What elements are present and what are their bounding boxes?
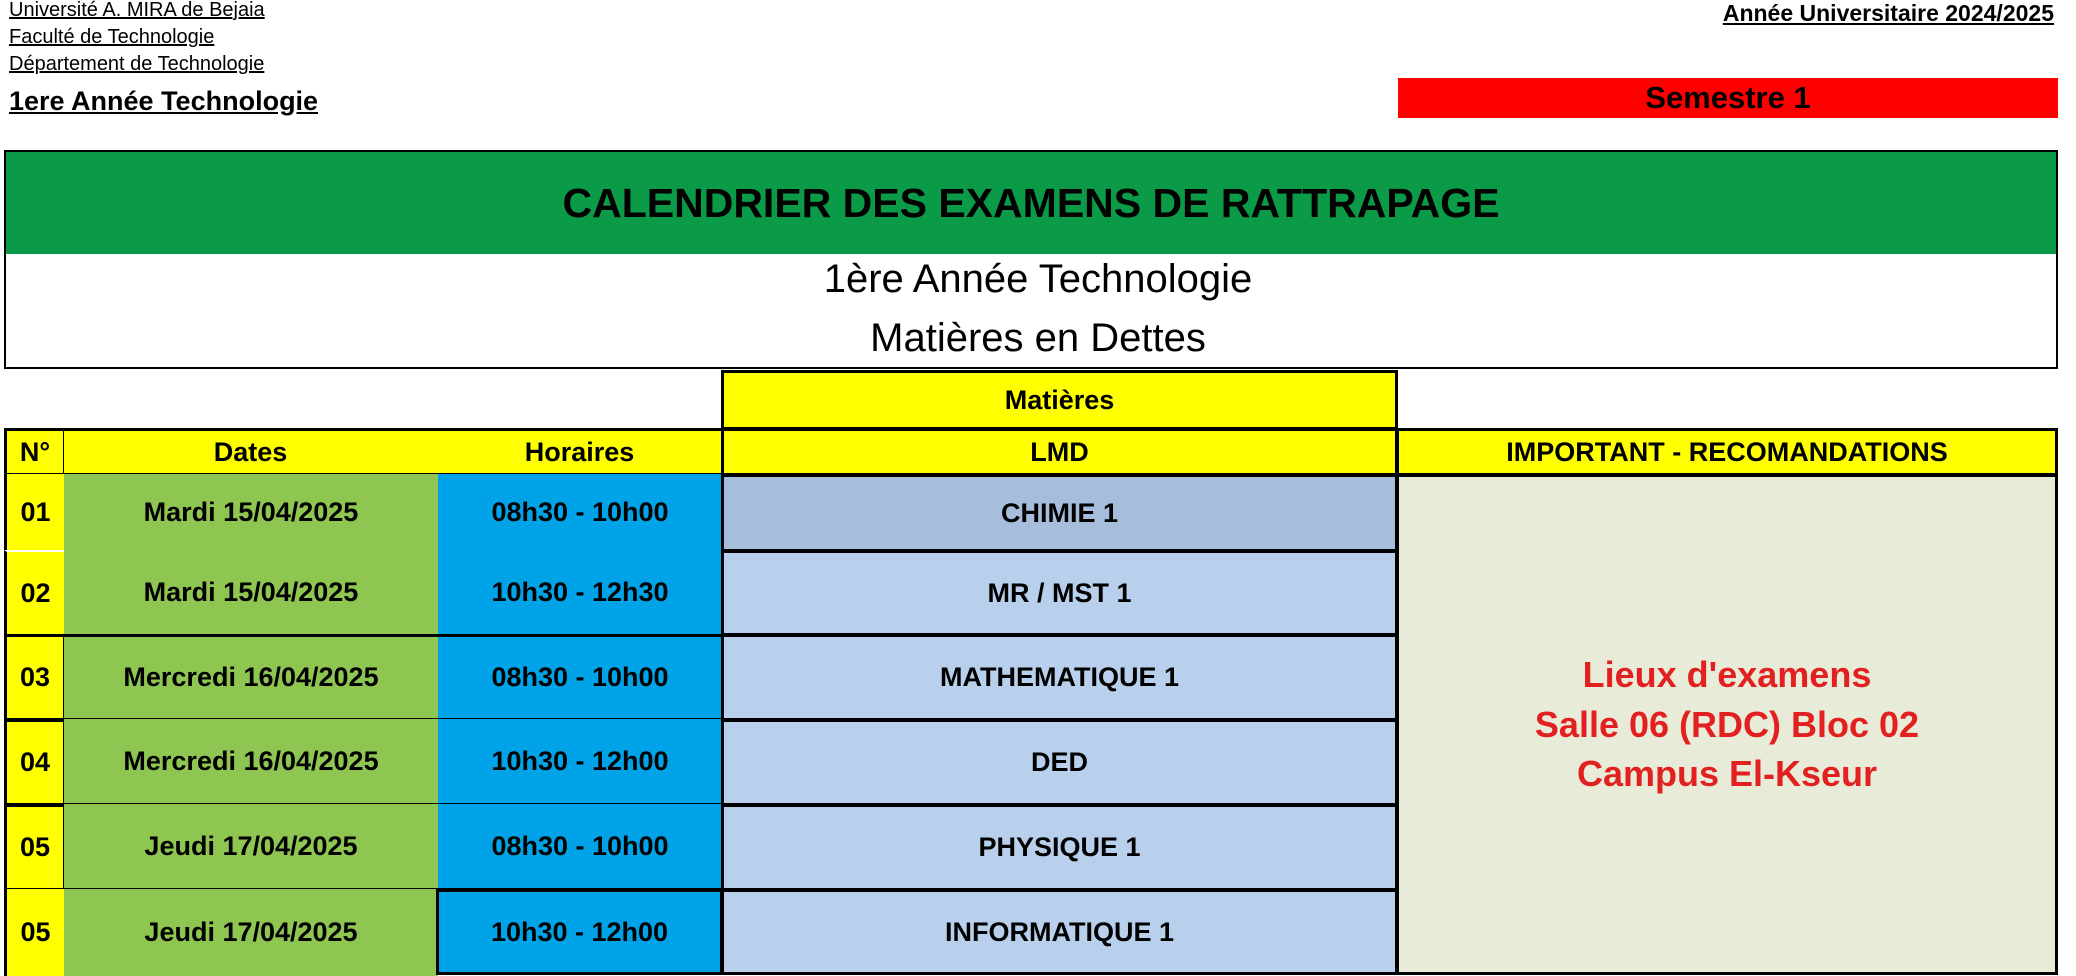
row-number: 04 bbox=[4, 719, 66, 806]
col-header-important: IMPORTANT - RECOMANDATIONS bbox=[1396, 428, 2058, 476]
department-name: Département de Technologie bbox=[9, 53, 265, 75]
row-time: 08h30 - 10h00 bbox=[438, 474, 722, 550]
location-campus: Campus El-Kseur bbox=[1576, 753, 1878, 795]
row-date: Mardi 15/04/2025 bbox=[64, 474, 438, 550]
subtitle-level: 1ère Année Technologie bbox=[823, 257, 1253, 301]
row-number: 03 bbox=[4, 634, 66, 721]
location-heading: Lieux d'examens bbox=[1582, 653, 1872, 695]
row-date: Mardi 15/04/2025 bbox=[64, 550, 438, 634]
row-date: Jeudi 17/04/2025 bbox=[64, 889, 438, 976]
level-title: 1ere Année Technologie bbox=[9, 86, 319, 116]
academic-year: Année Universitaire 2024/2025 bbox=[1722, 0, 2054, 26]
row-time: 10h30 - 12h30 bbox=[438, 550, 722, 634]
row-number: 02 bbox=[4, 550, 64, 634]
col-header-lmd: LMD bbox=[721, 428, 1398, 476]
exam-location-note bbox=[1396, 474, 2058, 975]
row-subject: PHYSIQUE 1 bbox=[721, 804, 1398, 891]
faculty-name: Faculté de Technologie bbox=[9, 26, 215, 48]
row-subject: CHIMIE 1 bbox=[721, 474, 1398, 552]
group-header-matieres: Matières bbox=[721, 370, 1398, 430]
row-number: 05 bbox=[4, 804, 66, 891]
row-time: 10h30 - 12h00 bbox=[438, 719, 722, 806]
row-number: 01 bbox=[4, 474, 64, 550]
row-time: 08h30 - 10h00 bbox=[438, 804, 722, 891]
row-subject: MR / MST 1 bbox=[721, 550, 1398, 636]
row-date: Jeudi 17/04/2025 bbox=[64, 804, 438, 891]
location-room: Salle 06 (RDC) Bloc 02 bbox=[1534, 703, 1920, 745]
col-header-num: N° bbox=[4, 428, 66, 476]
col-header-horaires: Horaires bbox=[437, 428, 723, 476]
semester-banner: Semestre 1 bbox=[1398, 78, 2058, 118]
row-time: 10h30 - 12h00 bbox=[436, 889, 723, 975]
row-date: Mercredi 16/04/2025 bbox=[64, 719, 438, 806]
page-title: CALENDRIER DES EXAMENS DE RATTRAPAGE bbox=[6, 152, 2056, 254]
university-name: Université A. MIRA de Bejaia bbox=[9, 0, 265, 21]
col-header-dates: Dates bbox=[64, 428, 438, 476]
row-time: 08h30 - 10h00 bbox=[438, 634, 722, 721]
row-subject: DED bbox=[721, 719, 1398, 806]
row-number: 05 bbox=[4, 889, 64, 976]
row-subject: INFORMATIQUE 1 bbox=[721, 889, 1398, 975]
subtitle-subjects: Matières en Dettes bbox=[870, 316, 1206, 360]
row-subject: MATHEMATIQUE 1 bbox=[721, 634, 1398, 721]
row-date: Mercredi 16/04/2025 bbox=[64, 634, 438, 721]
